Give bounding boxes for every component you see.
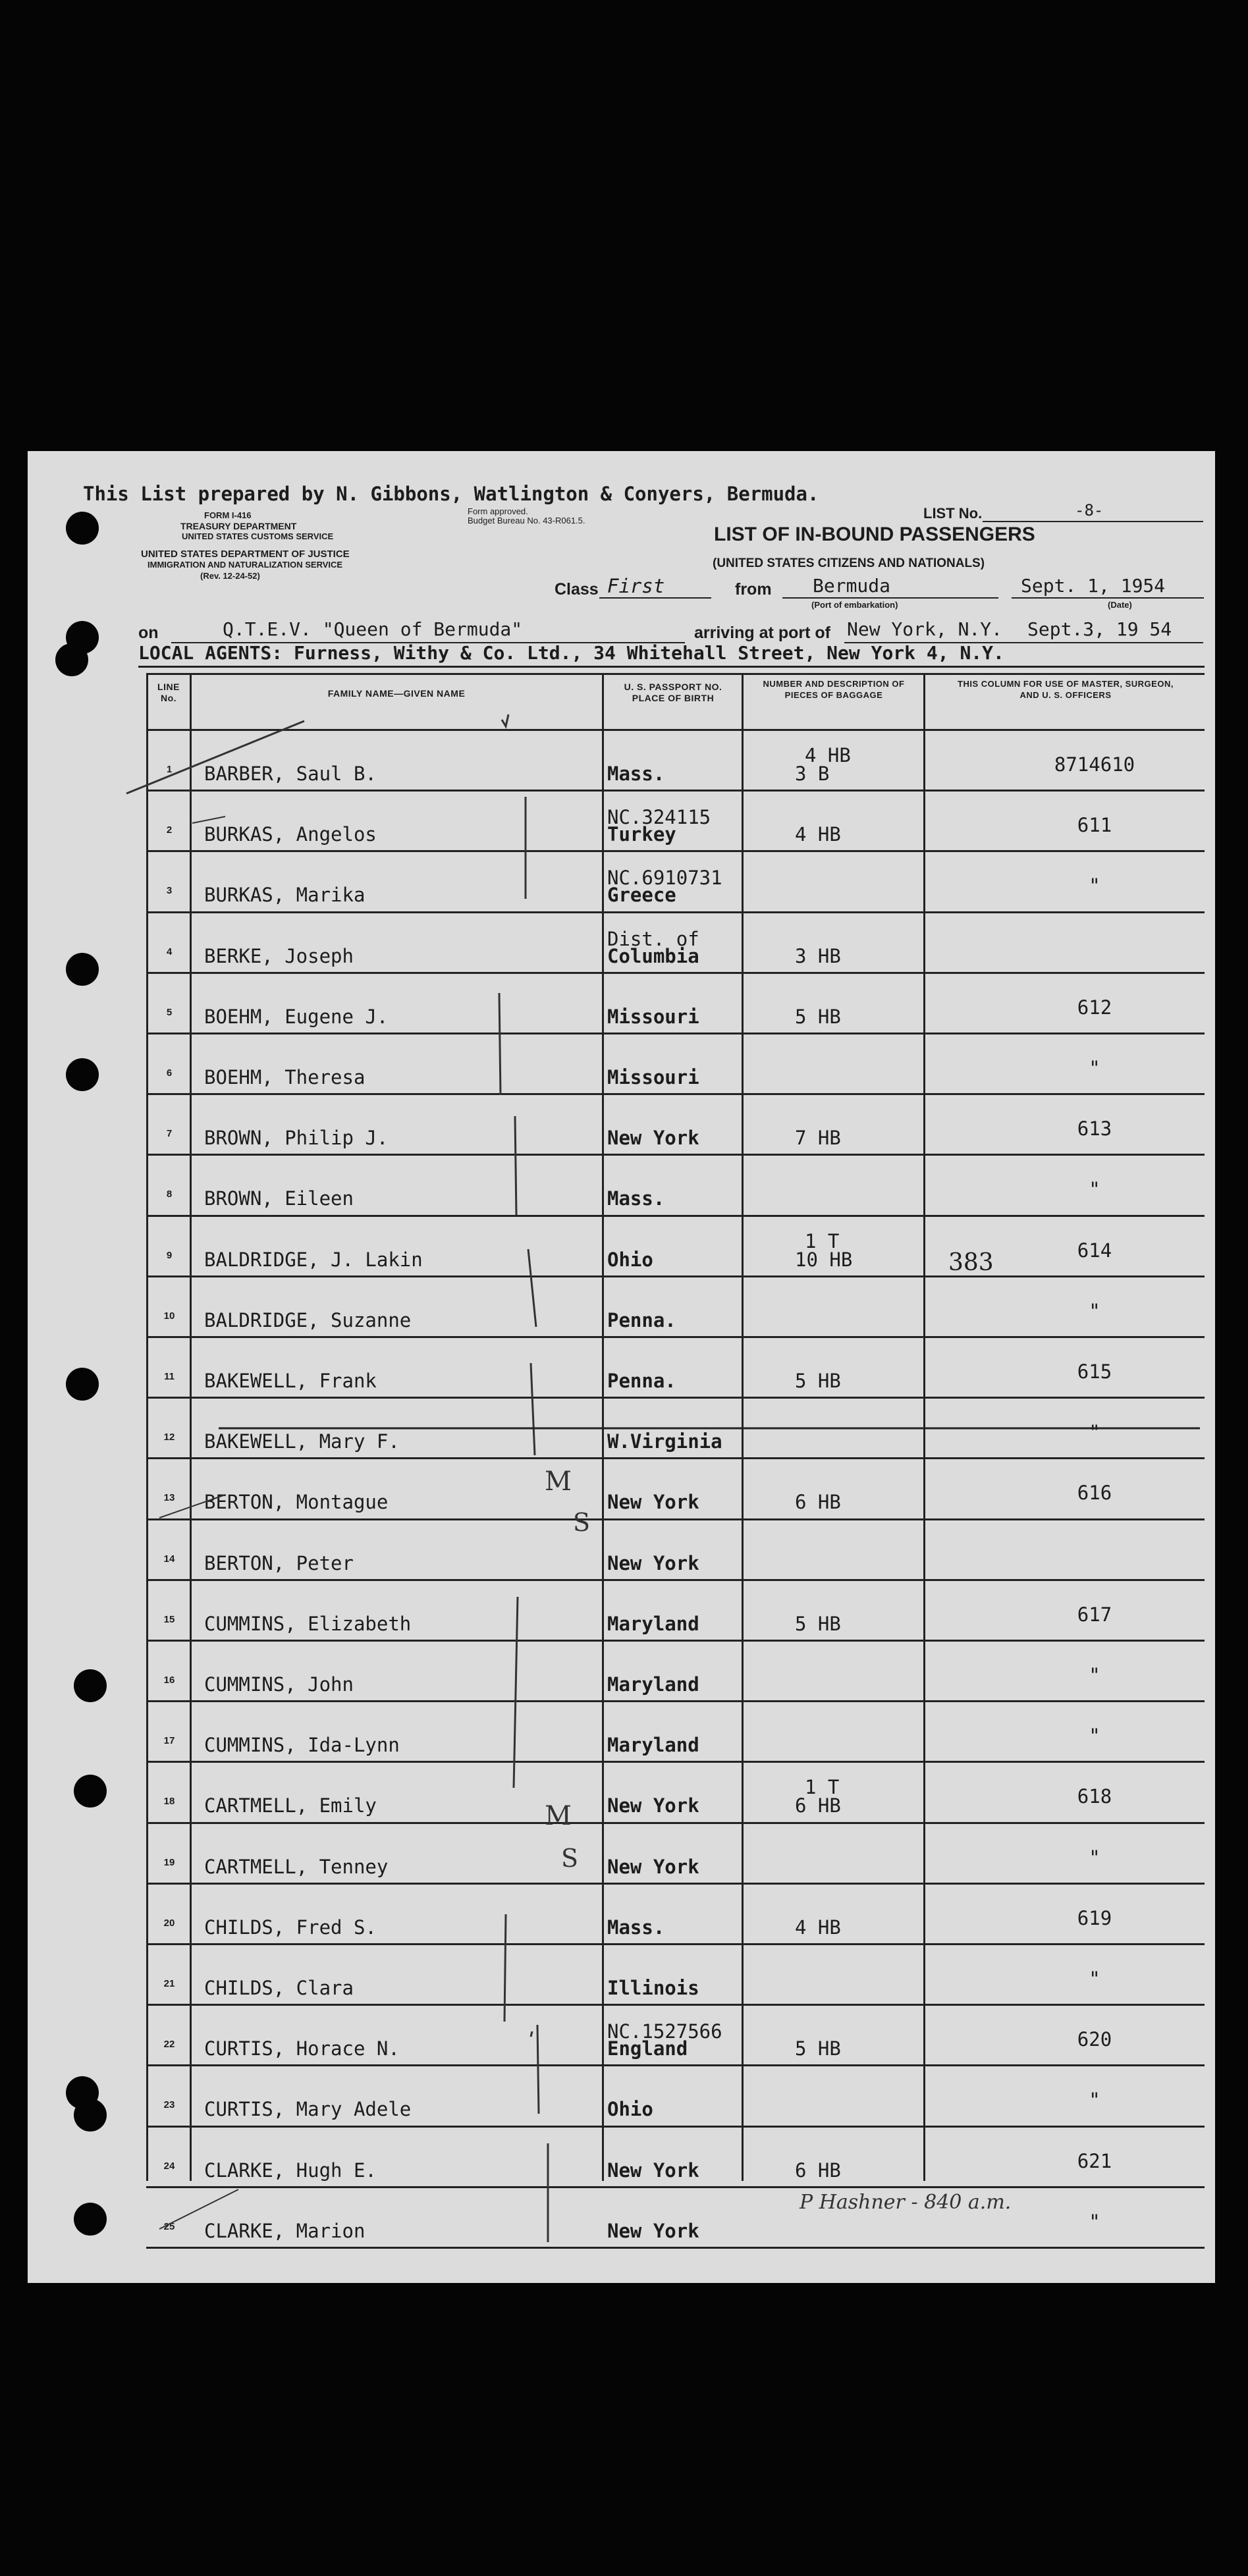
- header-baggage: NUMBER AND DESCRIPTION OF PIECES OF BAGGAGE: [763, 679, 905, 700]
- passenger-name: BOEHM, Theresa: [204, 1066, 366, 1088]
- officer-entry: 614: [1077, 1239, 1112, 1262]
- revision: (Rev. 12-24-52): [200, 571, 260, 581]
- officer-entry: ": [1089, 1421, 1100, 1444]
- place-of-birth: Missouri: [607, 1066, 699, 1088]
- passport-number: NC.1527566: [607, 2020, 722, 2043]
- local-agents: LOCAL AGENTS: Furness, Withy & Co. Ltd., 34 Whitehall Street, New York 4, N.Y.: [138, 642, 1004, 664]
- line-number: 13: [163, 1492, 175, 1504]
- list-no-value: -8-: [1075, 501, 1104, 520]
- passenger-name: CUMMINS, Ida-Lynn: [204, 1734, 400, 1757]
- place-of-birth: New York: [607, 2219, 699, 2242]
- line-number: 17: [163, 1735, 175, 1747]
- officer-entry: ": [1089, 2210, 1100, 2233]
- passenger-name: BERKE, Joseph: [204, 944, 354, 967]
- pen-bracket: [514, 1597, 518, 1788]
- officer-entry: ": [1089, 1846, 1100, 1869]
- officer-entry: ": [1089, 1178, 1100, 1201]
- passenger-name: CLARKE, Hugh E.: [204, 2159, 377, 2182]
- header-line-no: LINE No.: [157, 682, 180, 703]
- date-caption: (Date): [1108, 600, 1132, 610]
- header-passport: U. S. PASSPORT NO. PLACE OF BIRTH: [624, 682, 722, 703]
- arrival-port: New York, N.Y.: [847, 618, 1003, 640]
- line-number: 5: [166, 1006, 173, 1018]
- officer-entry: 611: [1077, 814, 1112, 837]
- line-number: 15: [163, 1613, 175, 1625]
- line-number: 22: [163, 2039, 175, 2051]
- line-number: 25: [163, 2220, 175, 2232]
- passenger-name: CHILDS, Clara: [204, 1977, 354, 1999]
- list-title: LIST OF IN-BOUND PASSENGERS: [714, 523, 1035, 545]
- pen-bracket: [499, 993, 501, 1095]
- pen-bracket: [537, 2025, 539, 2114]
- officer-entry: 613: [1077, 1117, 1112, 1140]
- place-of-birth: Ohio: [607, 1248, 653, 1271]
- pen-m-mark: M: [545, 1801, 572, 1831]
- passenger-name: BURKAS, Marika: [204, 884, 366, 907]
- class-label: Class: [555, 580, 599, 599]
- passport-number: NC.6910731: [607, 867, 722, 890]
- officer-entry: 616: [1077, 1482, 1112, 1505]
- place-of-birth: Mass.: [607, 1187, 665, 1210]
- class-value: First: [607, 575, 665, 597]
- departure-date: Sept. 1, 1954: [1021, 575, 1166, 597]
- passenger-name: CUMMINS, John: [204, 1673, 354, 1696]
- place-of-birth: Illinois: [607, 1977, 699, 1999]
- pen-tick: [192, 817, 225, 823]
- passenger-name: BERTON, Montague: [204, 1491, 389, 1514]
- line-number: 7: [166, 1128, 173, 1140]
- header-officials: THIS COLUMN FOR USE OF MASTER, SURGEON, AND U. S. OFFICERS: [958, 679, 1174, 700]
- baggage-line-2: 5 HB: [795, 1612, 841, 1635]
- passport-number: Dist. of: [607, 927, 699, 950]
- baggage-line-2: 3 B: [795, 763, 830, 785]
- place-of-birth: Missouri: [607, 1005, 699, 1028]
- line-number: 20: [163, 1917, 175, 1929]
- from-value: Bermuda: [813, 575, 891, 597]
- place-of-birth: New York: [607, 1491, 699, 1514]
- officer-entry: 621: [1077, 2149, 1112, 2172]
- port-caption: (Port of embarkation): [811, 600, 898, 610]
- place-of-birth: New York: [607, 1855, 699, 1878]
- line-number: 6: [166, 1067, 173, 1079]
- baggage-line-2: 6 HB: [795, 1491, 841, 1514]
- officer-entry: 615: [1077, 1360, 1112, 1383]
- place-of-birth: Penna.: [607, 1308, 676, 1331]
- officer-entry: ": [1089, 1968, 1100, 1990]
- header-name: FAMILY NAME—GIVEN NAME: [327, 688, 466, 699]
- pen-marks: [28, 451, 1215, 2283]
- place-of-birth: Mass.: [607, 763, 665, 785]
- passport-number: NC.324115: [607, 806, 711, 829]
- line-number: 4: [166, 946, 173, 957]
- line-number: 11: [164, 1371, 175, 1382]
- baggage-line-2: 3 HB: [795, 944, 841, 967]
- passenger-name: BOEHM, Eugene J.: [204, 1005, 389, 1028]
- vessel-name: Q.T.E.V. "Queen of Bermuda": [223, 618, 523, 640]
- pen-tick: [126, 721, 304, 793]
- place-of-birth: Columbia: [607, 944, 699, 967]
- pen-bracket: [531, 2031, 532, 2037]
- passenger-name: BROWN, Eileen: [204, 1187, 354, 1210]
- line-number: 24: [163, 2160, 175, 2172]
- pen-s-mark: S: [573, 1508, 591, 1537]
- line-number: 12: [163, 1432, 175, 1443]
- arrival-date: Sept.3, 19 54: [1027, 618, 1172, 640]
- place-of-birth: England: [607, 2037, 688, 2060]
- passenger-name: CHILDS, Fred S.: [204, 1916, 377, 1939]
- officer-entry: 618: [1077, 1785, 1112, 1808]
- place-of-birth: Maryland: [607, 1734, 699, 1757]
- officer-entry: 620: [1077, 2028, 1112, 2051]
- baggage-line-1: 1 T: [805, 1229, 840, 1252]
- handwritten-383: 383: [948, 1249, 994, 1276]
- pen-s-mark: S: [561, 1844, 579, 1873]
- baggage-line-2: 4 HB: [795, 823, 841, 846]
- place-of-birth: Maryland: [607, 1612, 699, 1635]
- justice-dept: UNITED STATES DEPARTMENT OF JUSTICE: [141, 549, 350, 560]
- form-number: FORM I-416: [204, 510, 252, 520]
- officer-entry: 8714610: [1054, 753, 1135, 776]
- place-of-birth: Greece: [607, 884, 676, 907]
- treasury-dept: TREASURY DEPARTMENT: [180, 521, 297, 531]
- officer-entry: ": [1089, 2089, 1100, 2112]
- officer-entry: 617: [1077, 1603, 1112, 1626]
- baggage-line-2: 6 HB: [795, 2159, 841, 2182]
- passenger-name: BALDRIDGE, Suzanne: [204, 1308, 412, 1331]
- place-of-birth: New York: [607, 1127, 699, 1150]
- line-number: 3: [166, 885, 173, 897]
- line-number: 14: [163, 1553, 175, 1565]
- passenger-name: CARTMELL, Emily: [204, 1794, 377, 1817]
- baggage-line-2: 6 HB: [795, 1794, 841, 1817]
- passenger-name: CUMMINS, Elizabeth: [204, 1612, 412, 1635]
- officer-entry: ": [1089, 1299, 1100, 1322]
- place-of-birth: Penna.: [607, 1370, 676, 1392]
- baggage-line-2: 5 HB: [795, 1370, 841, 1392]
- manifest-page: [28, 451, 1215, 2283]
- pen-tick: [159, 1495, 225, 1518]
- place-of-birth: Mass.: [607, 1916, 665, 1939]
- line-number: 2: [166, 824, 173, 836]
- line-number: 10: [163, 1310, 175, 1322]
- passenger-name: BALDRIDGE, J. Lakin: [204, 1248, 423, 1271]
- passenger-name: BAKEWELL, Mary F.: [204, 1430, 400, 1453]
- customs-service: UNITED STATES CUSTOMS SERVICE: [182, 531, 334, 541]
- passenger-name: CARTMELL, Tenney: [204, 1855, 389, 1878]
- pen-m-mark: M: [545, 1466, 572, 1497]
- officer-entry: ": [1089, 1725, 1100, 1748]
- baggage-line-2: 5 HB: [795, 1005, 841, 1028]
- from-label: from: [735, 580, 772, 599]
- pen-bracket: [515, 1116, 516, 1215]
- officer-entry: ": [1089, 1664, 1100, 1686]
- passenger-name: CURTIS, Mary Adele: [204, 2098, 412, 2121]
- baggage-line-2: 5 HB: [795, 2037, 841, 2060]
- passenger-name: BERTON, Peter: [204, 1551, 354, 1574]
- line-number: 1: [166, 764, 173, 775]
- pen-bracket: [528, 1249, 536, 1327]
- line-number: 9: [166, 1249, 173, 1261]
- line-number: 18: [163, 1796, 175, 1808]
- pen-check: [502, 714, 508, 726]
- list-subtitle: (UNITED STATES CITIZENS AND NATIONALS): [713, 556, 985, 570]
- on-label: on: [138, 624, 159, 642]
- officer-entry: ": [1089, 1057, 1100, 1079]
- passenger-name: BURKAS, Angelos: [204, 823, 377, 846]
- line-number: 8: [166, 1189, 173, 1200]
- line-number: 16: [163, 1675, 175, 1686]
- line-number: 19: [163, 1856, 175, 1868]
- passenger-name: BAKEWELL, Frank: [204, 1370, 377, 1392]
- ins-service: IMMIGRATION AND NATURALIZATION SERVICE: [148, 560, 343, 570]
- budget-bureau: Budget Bureau No. 43-R061.5.: [468, 516, 585, 525]
- line-number: 23: [163, 2099, 175, 2111]
- passenger-name: CLARKE, Marion: [204, 2219, 366, 2242]
- baggage-line-2: 7 HB: [795, 1127, 841, 1150]
- arriving-label: arriving at port of: [694, 624, 830, 642]
- pen-tick: [159, 2189, 238, 2229]
- baggage-line-1: 4 HB: [805, 744, 851, 766]
- pen-bracket: [531, 1363, 535, 1455]
- pen-bracket: [504, 1914, 506, 2022]
- place-of-birth: New York: [607, 2159, 699, 2182]
- inspector-signature: P Hashner - 840 a.m.: [800, 2191, 1012, 2214]
- officer-entry: 619: [1077, 1906, 1112, 1929]
- place-of-birth: Turkey: [607, 823, 676, 846]
- baggage-line-2: 10 HB: [795, 1248, 853, 1271]
- list-no-label: LIST No.: [923, 505, 983, 522]
- form-approved: Form approved.: [468, 506, 528, 516]
- prepared-by: This List prepared by N. Gibbons, Watlington & Conyers, Bermuda.: [83, 483, 819, 505]
- officer-entry: 612: [1077, 996, 1112, 1019]
- place-of-birth: Maryland: [607, 1673, 699, 1696]
- place-of-birth: Ohio: [607, 2098, 653, 2121]
- place-of-birth: New York: [607, 1794, 699, 1817]
- passenger-name: CURTIS, Horace N.: [204, 2037, 400, 2060]
- place-of-birth: W.Virginia: [607, 1430, 722, 1453]
- place-of-birth: New York: [607, 1551, 699, 1574]
- passenger-name: BROWN, Philip J.: [204, 1127, 389, 1150]
- baggage-line-1: 1 T: [805, 1776, 840, 1799]
- passenger-name: BARBER, Saul B.: [204, 763, 377, 785]
- officer-entry: ": [1089, 874, 1100, 898]
- line-number: 21: [163, 1978, 175, 1989]
- baggage-line-2: 4 HB: [795, 1916, 841, 1939]
